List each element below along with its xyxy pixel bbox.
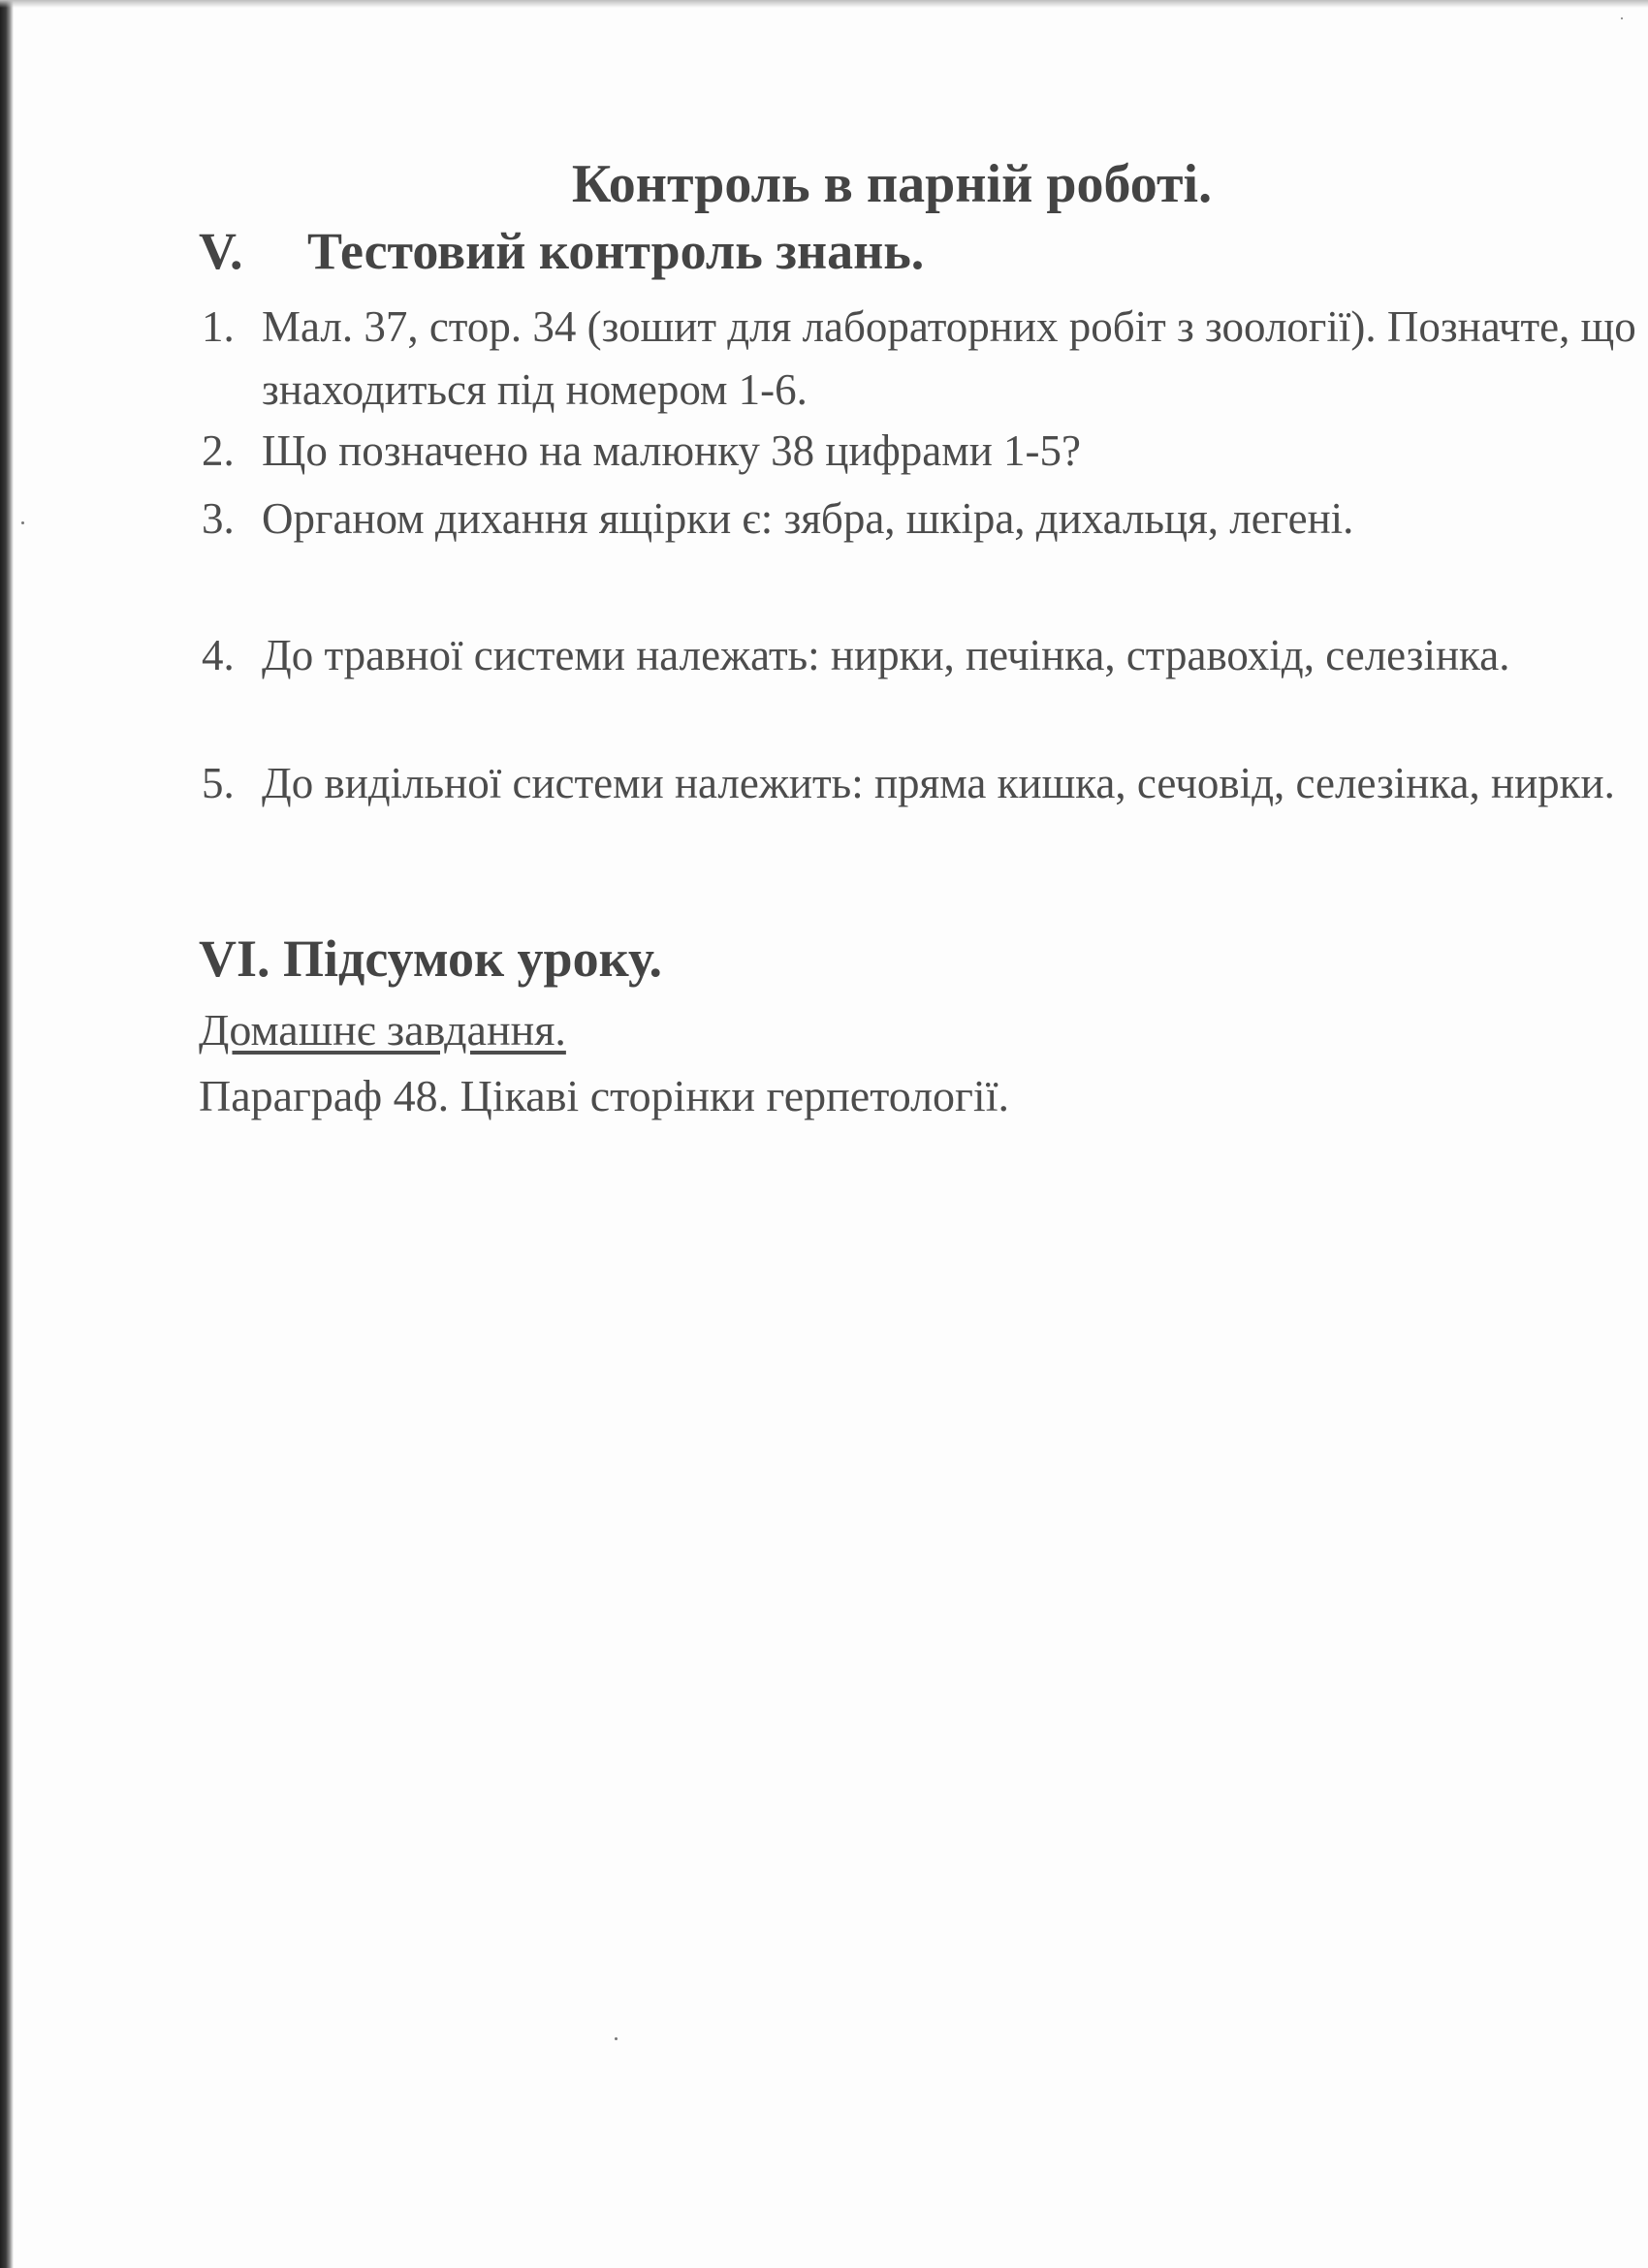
question-number: 5. [202, 759, 235, 807]
question-number: 2. [202, 426, 235, 475]
scan-speck [21, 521, 24, 524]
question-number: 4. [202, 631, 235, 679]
scan-speck [615, 2037, 618, 2040]
question-text: Що позначено на малюнку 38 цифрами 1-5? [262, 426, 1081, 475]
question-number: 1. [202, 302, 235, 351]
question-text: Мал. 37, стор. 34 (зошит для лабораторних робіт з зоології). Позначте, що знаходиться під номером 1-6. [262, 302, 1636, 414]
question-item [202, 488, 1648, 551]
section-v-text: Тестовий контроль знань. [307, 222, 925, 280]
question-item [202, 296, 1648, 422]
question-text: До травної системи належать: нирки, печінка, стравохід, селезінка. [262, 631, 1510, 679]
scan-speck [1621, 17, 1623, 19]
section-v-heading [199, 221, 924, 281]
section-v-number: V. [199, 222, 243, 280]
section-vi-heading: VI. Підсумок уроку. [199, 929, 663, 988]
question-item [202, 420, 1648, 483]
question-number: 3. [202, 494, 235, 543]
page-title: Контроль в парній роботі. [571, 154, 1213, 214]
question-text: До видільної системи належить: пряма кишка, сечовід, селезінка, нирки. [262, 759, 1615, 807]
question-item [202, 752, 1648, 815]
homework-heading: Домашнє завдання. [199, 1005, 566, 1055]
question-item [202, 624, 1648, 687]
question-text: Органом дихання ящірки є: зябра, шкіра, дихальця, легені. [262, 494, 1354, 543]
homework-text: Параграф 48. Цікаві сторінки герпетології. [199, 1071, 1009, 1120]
